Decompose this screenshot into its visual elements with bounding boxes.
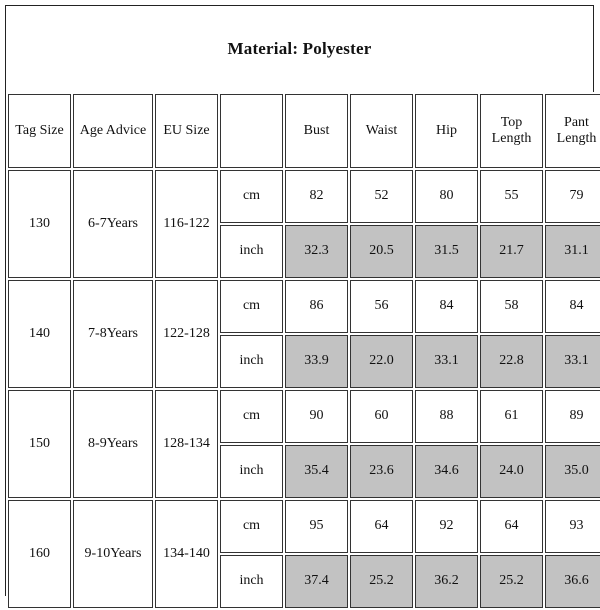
header-pant-length-label: Pant Length <box>556 114 597 146</box>
table-row <box>8 280 600 333</box>
size-chart <box>5 5 597 596</box>
header-waist: Waist <box>350 94 413 168</box>
header-pant-length <box>545 94 600 168</box>
top-length-inch-cell: 25.2 <box>480 555 543 608</box>
waist-cm-cell: 64 <box>350 500 413 553</box>
chart-title: Material: Polyester <box>6 6 593 93</box>
top-length-inch-cell: 24.0 <box>480 445 543 498</box>
pant-length-cm-cell: 89 <box>545 390 600 443</box>
pant-length-inch-cell: 36.6 <box>545 555 600 608</box>
header-unit <box>220 94 283 168</box>
header-hip: Hip <box>415 94 478 168</box>
unit-inch-cell: inch <box>220 555 283 608</box>
header-bust: Bust <box>285 94 348 168</box>
header-row <box>8 94 600 168</box>
header-tag-size: Tag Size <box>8 94 71 168</box>
unit-inch-cell: inch <box>220 225 283 278</box>
pant-length-cm-cell: 79 <box>545 170 600 223</box>
pant-length-inch-cell: 33.1 <box>545 335 600 388</box>
hip-cm-cell: 84 <box>415 280 478 333</box>
waist-inch-cell: 20.5 <box>350 225 413 278</box>
header-top-length-label: Top Length <box>491 114 532 146</box>
size-table <box>6 92 600 610</box>
pant-length-inch-cell: 31.1 <box>545 225 600 278</box>
waist-inch-cell: 25.2 <box>350 555 413 608</box>
bust-inch-cell: 33.9 <box>285 335 348 388</box>
unit-cm-cell: cm <box>220 170 283 223</box>
table-row <box>8 390 600 443</box>
unit-cm-cell: cm <box>220 390 283 443</box>
tag-size-cell: 160 <box>8 500 71 608</box>
header-age-advice: Age Advice <box>73 94 153 168</box>
waist-cm-cell: 60 <box>350 390 413 443</box>
eu-size-cell: 134-140 <box>155 500 218 608</box>
age-advice-cell: 6-7Years <box>73 170 153 278</box>
hip-inch-cell: 31.5 <box>415 225 478 278</box>
top-length-cm-cell: 61 <box>480 390 543 443</box>
waist-inch-cell: 22.0 <box>350 335 413 388</box>
hip-cm-cell: 80 <box>415 170 478 223</box>
hip-cm-cell: 92 <box>415 500 478 553</box>
top-length-inch-cell: 21.7 <box>480 225 543 278</box>
header-top-length <box>480 94 543 168</box>
tag-size-cell: 140 <box>8 280 71 388</box>
pant-length-cm-cell: 84 <box>545 280 600 333</box>
header-eu-size: EU Size <box>155 94 218 168</box>
age-advice-cell: 8-9Years <box>73 390 153 498</box>
eu-size-cell: 128-134 <box>155 390 218 498</box>
bust-inch-cell: 32.3 <box>285 225 348 278</box>
bust-cm-cell: 90 <box>285 390 348 443</box>
table-row <box>8 500 600 553</box>
waist-cm-cell: 52 <box>350 170 413 223</box>
top-length-cm-cell: 64 <box>480 500 543 553</box>
unit-inch-cell: inch <box>220 335 283 388</box>
pant-length-inch-cell: 35.0 <box>545 445 600 498</box>
tag-size-cell: 150 <box>8 390 71 498</box>
tag-size-cell: 130 <box>8 170 71 278</box>
unit-cm-cell: cm <box>220 500 283 553</box>
hip-inch-cell: 33.1 <box>415 335 478 388</box>
eu-size-cell: 116-122 <box>155 170 218 278</box>
table-row <box>8 170 600 223</box>
bust-inch-cell: 37.4 <box>285 555 348 608</box>
top-length-inch-cell: 22.8 <box>480 335 543 388</box>
top-length-cm-cell: 58 <box>480 280 543 333</box>
top-length-cm-cell: 55 <box>480 170 543 223</box>
eu-size-cell: 122-128 <box>155 280 218 388</box>
hip-inch-cell: 34.6 <box>415 445 478 498</box>
bust-cm-cell: 86 <box>285 280 348 333</box>
unit-cm-cell: cm <box>220 280 283 333</box>
age-advice-cell: 9-10Years <box>73 500 153 608</box>
unit-inch-cell: inch <box>220 445 283 498</box>
hip-cm-cell: 88 <box>415 390 478 443</box>
bust-cm-cell: 95 <box>285 500 348 553</box>
bust-inch-cell: 35.4 <box>285 445 348 498</box>
age-advice-cell: 7-8Years <box>73 280 153 388</box>
bust-cm-cell: 82 <box>285 170 348 223</box>
waist-cm-cell: 56 <box>350 280 413 333</box>
pant-length-cm-cell: 93 <box>545 500 600 553</box>
hip-inch-cell: 36.2 <box>415 555 478 608</box>
waist-inch-cell: 23.6 <box>350 445 413 498</box>
